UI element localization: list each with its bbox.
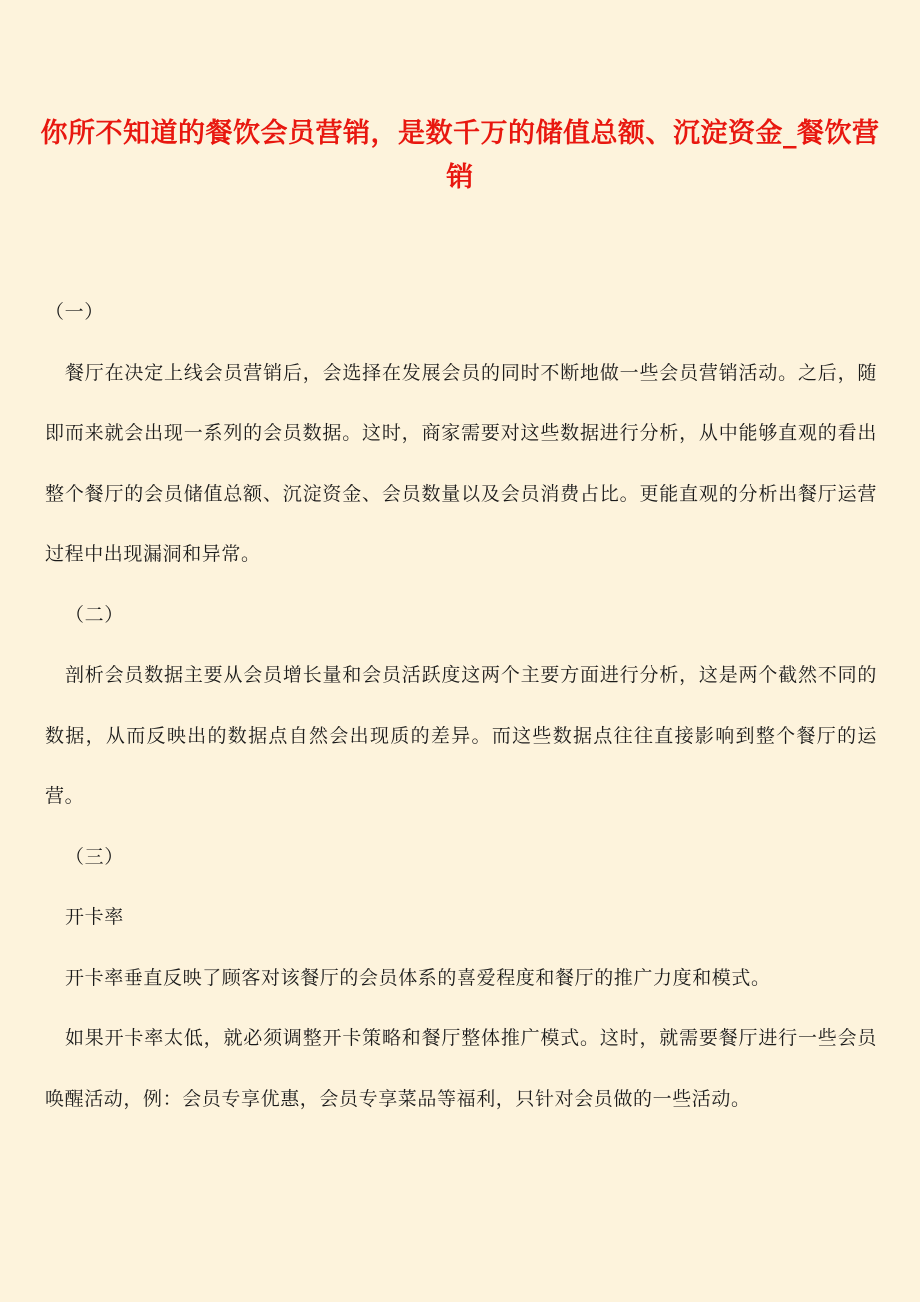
- section-heading-3: （三）: [65, 845, 124, 868]
- document-title: 你所不知道的餐饮会员营销，是数千万的储值总额、沉淀资金_餐饮营销: [40, 118, 880, 193]
- section-heading-1: （一）: [45, 301, 104, 323]
- section-heading-2: （二）: [65, 603, 124, 626]
- paragraph-4: 如果开卡率太低，就必须调整开卡策略和餐厅整体推广模式。这时，就需要餐厅进行一些会员唤醒活动，例：会员专享优惠，会员专享菜品等福利，只针对会员做的一些活动。: [45, 1027, 877, 1110]
- paragraph-2: 剖析会员数据主要从会员增长量和会员活跃度这两个主要方面进行分析，这是两个截然不同的数据，从而反映出的数据点自然会出现质的差异。而这些数据点往往直接影响到整个餐厅的运营。: [45, 664, 877, 807]
- subheading-card-rate: 开卡率: [65, 906, 124, 928]
- paragraph-1: 餐厅在决定上线会员营销后，会选择在发展会员的同时不断地做一些会员营销活动。之后，随即而来就会出现一系列的会员数据。这时，商家需要对这些数据进行分析，从中能够直观的看出整个餐厅的会员储值总额、沉淀资金、会员数量以及会员消费占比。更能直观的分析出餐厅运营过程中出现漏洞和异常。: [45, 361, 877, 565]
- document-body: [45, 282, 877, 1129]
- paragraph-3: 开卡率垂直反映了顾客对该餐厅的会员体系的喜爱程度和餐厅的推广力度和模式。: [65, 966, 771, 989]
